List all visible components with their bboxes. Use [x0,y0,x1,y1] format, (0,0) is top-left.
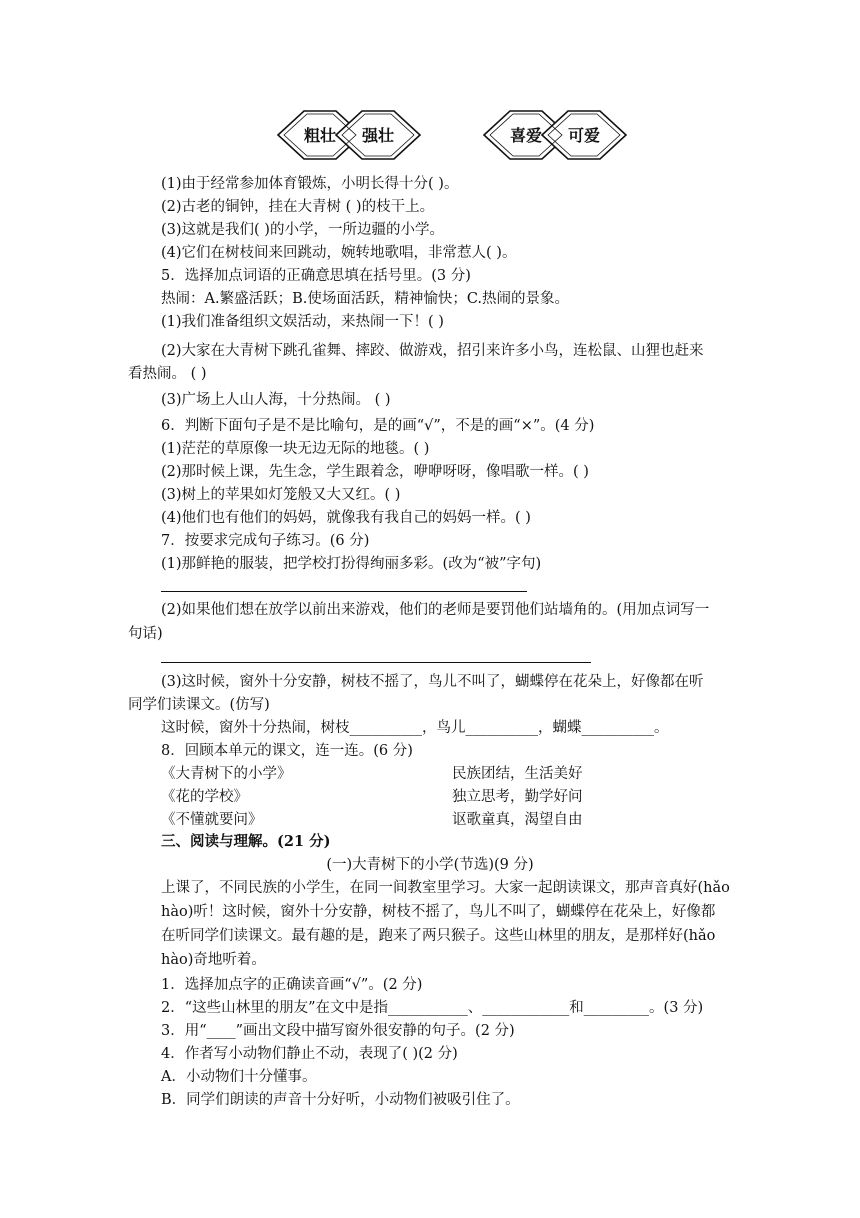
text-line: 三、阅读与理解。(21 分) [161,833,331,850]
text-line: (2)大家在大青树下跳孔雀舞、摔跤、做游戏，招引来许多小鸟，连松鼠、山狸也赶来 [161,343,704,359]
text-line: 上课了，不同民族的小学生，在同一间教室里学习。大家一起朗读课文，那声音真好(hǎo [161,880,730,896]
word-tag-1: 粗壮 [303,126,337,145]
text-line: (1)茫茫的草原像一块无边无际的地毯。( ) [161,441,430,457]
match-right-1: 民族团结，生活美好 [452,766,583,782]
reading-section-title: (一)大青树下的小学(节选)(9 分) [326,857,534,873]
match-right-2: 独立思考，勤学好问 [452,789,583,805]
text-line: (1)我们准备组织文娱活动，来热闹一下！( ) [161,314,444,330]
text-line: 5．选择加点词语的正确意思填在括号里。(3 分) [161,268,471,284]
word-tags-graphic [0,105,860,165]
text-line: 在听同学们读课文。最有趣的是，跑来了两只猴子。这些山林里的朋友，是那样好(hǎo [161,928,716,944]
text-line: (1)那鲜艳的服装，把学校打扮得绚丽多彩。(改为“被”字句) [161,556,542,572]
answer-line-7-1 [161,591,527,592]
text-line: 7．按要求完成句子练习。(6 分) [161,533,370,549]
text-line: (3)这就是我们( )的小学，一所边疆的小学。 [161,222,444,238]
text-line: 热闹：A.繁盛活跃；B.使场面活跃，精神愉快；C.热闹的景象。 [161,291,570,307]
word-tag-2: 强壮 [361,126,395,145]
text-line: 8．回顾本单元的课文，连一连。(6 分) [161,743,413,759]
text-line: 3．用“____”画出文段中描写窗外很安静的句子。(2 分) [161,1023,515,1039]
text-line: (2)古老的铜钟，挂在大青树 ( )的枝干上。 [161,199,435,215]
text-line: 看热闹。 ( ) [128,366,207,382]
text-line: B．同学们朗读的声音十分好听，小动物们被吸引住了。 [161,1092,520,1108]
text-line: A．小动物们十分懂事。 [161,1069,317,1085]
match-left-3: 《不懂就要问》 [161,812,263,828]
text-line: 句话) [128,626,163,642]
text-line: 6．判断下面句子是不是比喻句，是的画“√”，不是的画“×”。(4 分) [161,418,595,434]
text-line: (3)广场上人山人海，十分热闹。 ( ) [161,392,391,408]
text-line: (2)那时候上课，先生念，学生跟着念，咿咿呀呀，像唱歌一样。( ) [161,464,589,480]
text-line: (2)如果他们想在放学以前出来游戏，他们的老师是要罚他们站墙角的。(用加点词写一 [161,602,710,618]
text-line: (4)它们在树枝间来回跳动，婉转地歌唱，非常惹人( )。 [161,245,517,261]
match-left-2: 《花的学校》 [161,789,248,805]
text-line: 4．作者写小动物们静止不动，表现了( )(2 分) [161,1046,458,1062]
text-line: (3)这时候，窗外十分安静，树枝不摇了，鸟儿不叫了，蝴蝶停在花朵上，好像都在听 [161,674,704,690]
text-line: hào)奇地听着。 [161,952,266,968]
word-tag-4: 可爱 [567,126,601,145]
text-line: (3)树上的苹果如灯笼般又大又红。( ) [161,487,401,503]
text-line: (4)他们也有他们的妈妈，就像我有我自己的妈妈一样。( ) [161,510,531,526]
match-right-3: 讴歌童真，渴望自由 [452,812,583,828]
answer-line-7-2 [161,662,591,663]
match-left-1: 《大青树下的小学》 [161,766,292,782]
word-tag-3: 喜爱 [509,126,543,145]
text-line: hào)听！这时候，窗外十分安静，树枝不摇了，鸟儿不叫了，蝴蝶停在花朵上，好像都 [161,904,716,920]
text-line: 这时候，窗外十分热闹，树枝__________，鸟儿__________，蝴蝶__________。 [161,720,669,736]
text-line: 2．“这些山林里的朋友”在文中是指___________、____________和_________。(3 分) [161,1000,704,1016]
text-line: 同学们读课文。(仿写) [128,697,270,713]
text-line: (1)由于经常参加体育锻炼，小明长得十分( )。 [161,176,459,192]
text-line: 1．选择加点字的正确读音画“√”。(2 分) [161,977,423,993]
